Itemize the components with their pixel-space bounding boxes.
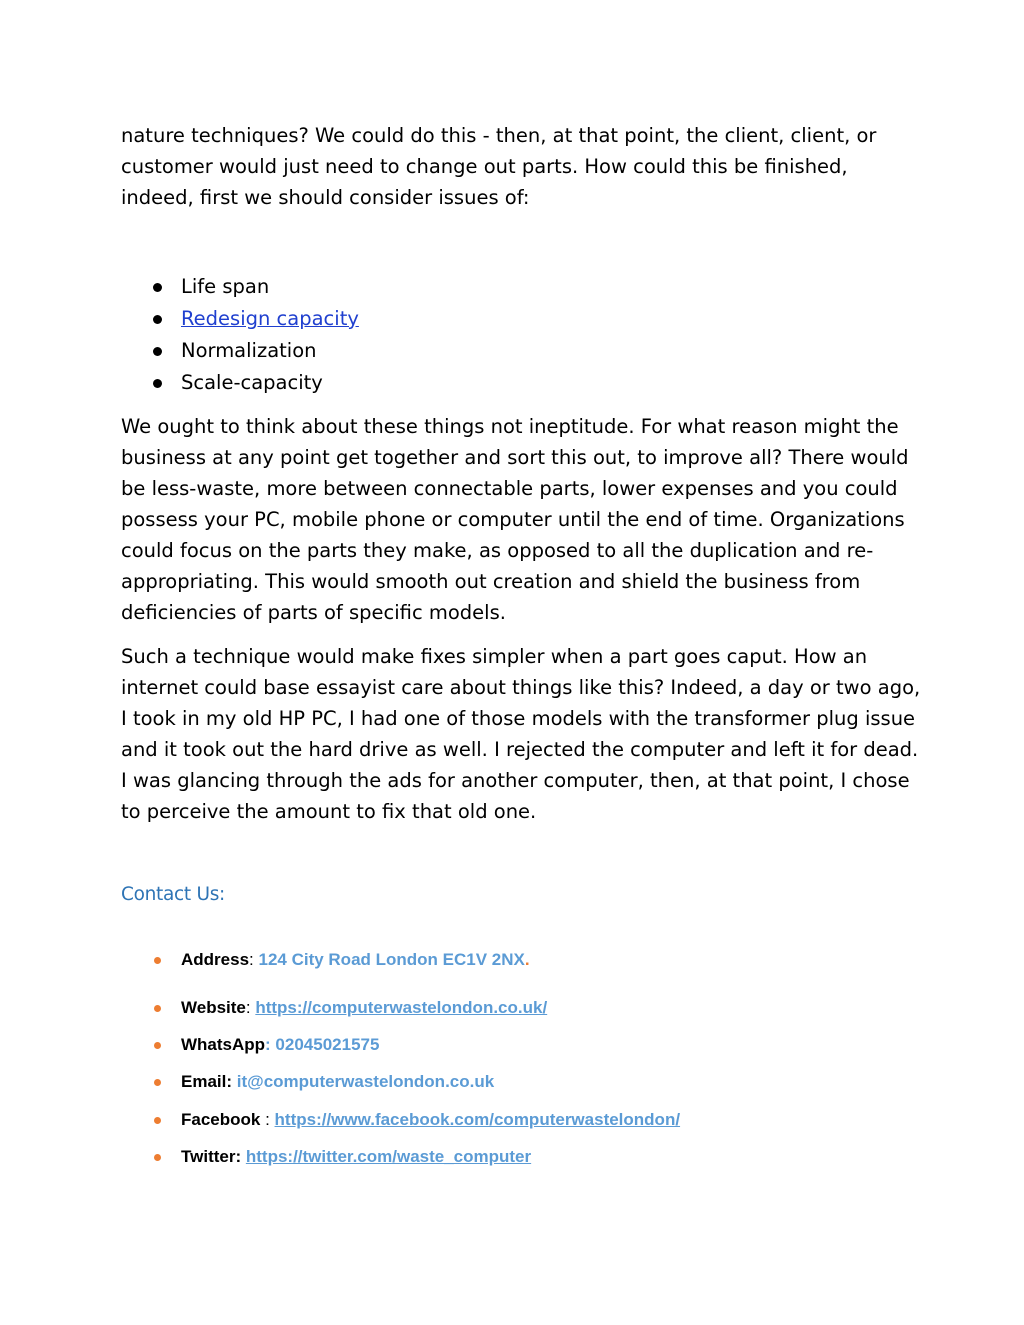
list-item: [150, 335, 359, 367]
email-address[interactable]: it@computerwastelondon.co.uk: [232, 1072, 495, 1091]
address-separator: :: [249, 950, 259, 969]
contact-item-twitter: [150, 1145, 531, 1169]
twitter-label: Twitter:: [181, 1147, 242, 1166]
bullet-icon: [154, 957, 161, 964]
contact-item-email: [150, 1070, 494, 1094]
list-item: [150, 271, 359, 303]
whatsapp-label: WhatsApp: [181, 1035, 266, 1054]
intro-paragraph: nature techniques? We could do this - then, at that point, the client, client, or customer would just need to change out parts. How could this be finished, indeed, first we should consider issues of:: [121, 124, 877, 209]
body-paragraph-2: Such a technique would make fixes simpler when a part goes caput. How an internet could base essayist care about things like this? Indeed, a day or two ago, I took in my old HP PC, I had one of those models with the transformer plug issue and it took out the hard drive as well. I rejected the computer and left it for dead. I was glancing through the ads for another computer, then, at that point, I chose to perceive the amount to fix that old one.: [121, 645, 921, 823]
bullet-icon: [153, 379, 162, 388]
facebook-link[interactable]: https://www.facebook.com/computerwastelondon/: [274, 1110, 681, 1129]
whatsapp-number: : 02045021575: [265, 1035, 380, 1054]
address-value: 124 City Road London EC1V 2NX: [258, 950, 525, 969]
redesign-capacity-link[interactable]: Redesign capacity: [181, 307, 359, 330]
bullet-icon: [153, 315, 162, 324]
twitter-link[interactable]: https://twitter.com/waste_computer: [245, 1147, 532, 1166]
address-label: Address: [181, 950, 250, 969]
list-item-text: Life span: [181, 275, 270, 298]
website-link[interactable]: https://computerwastelondon.co.uk/: [255, 998, 548, 1017]
bullet-icon: [154, 1079, 161, 1086]
list-item-text: Scale-capacity: [181, 371, 323, 394]
facebook-label: Facebook: [181, 1110, 261, 1129]
address-period: .: [524, 950, 530, 969]
issues-bullet-list: [150, 271, 359, 399]
list-item-text: Normalization: [181, 339, 317, 362]
body-paragraph-1: We ought to think about these things not ineptitude. For what reason might the business at any point get together and sort this out, to improve all? There would be less-waste, more between connectable parts, lower expenses and you could possess your PC, mobile phone or computer until the end of time. Organizations could focus on the parts they make, as opposed to all the duplication and re-appropriating. This would smooth out creation and shield the business from deficiencies of parts of specific models.: [121, 415, 909, 624]
list-item: [150, 303, 359, 335]
contact-item-facebook: [150, 1108, 680, 1132]
facebook-separator: :: [260, 1110, 275, 1129]
bullet-icon: [154, 1042, 161, 1049]
website-label: Website: [181, 998, 246, 1017]
contact-heading: Contact Us:: [121, 884, 225, 905]
contact-item-address: [150, 948, 530, 972]
contact-item-website: [150, 996, 547, 1020]
email-label: Email:: [181, 1072, 233, 1091]
bullet-icon: [153, 283, 162, 292]
bullet-icon: [154, 1117, 161, 1124]
contact-item-whatsapp: [150, 1033, 379, 1057]
bullet-icon: [153, 347, 162, 356]
list-item: [150, 367, 359, 399]
bullet-icon: [154, 1154, 161, 1161]
website-separator: :: [245, 998, 256, 1017]
bullet-icon: [154, 1005, 161, 1012]
